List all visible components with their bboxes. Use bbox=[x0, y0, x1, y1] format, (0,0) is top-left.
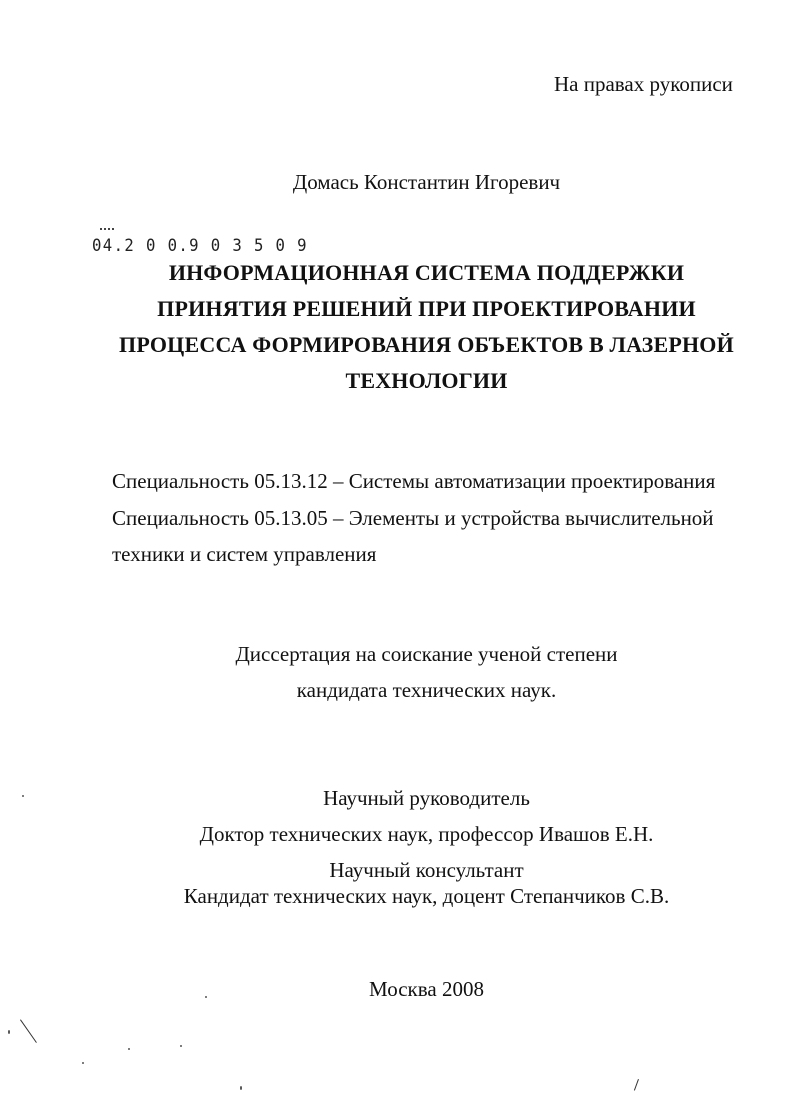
rights-note: На правах рукописи bbox=[554, 72, 733, 96]
city-year: Москва 2008 bbox=[369, 977, 484, 1001]
consultant-name: Кандидат технических наук, доцент Степанчиков С.В. bbox=[183, 884, 670, 908]
scan-speck bbox=[22, 795, 24, 797]
title-line-3: ПРОЦЕССА ФОРМИРОВАНИЯ ОБЪЕКТОВ В ЛАЗЕРНОЙ bbox=[119, 332, 734, 357]
dissertation-line-1: Диссертация на соискание ученой степени bbox=[235, 642, 618, 666]
title-line-1: ИНФОРМАЦИОННАЯ СИСТЕМА ПОДДЕРЖКИ bbox=[168, 260, 685, 285]
scan-speck bbox=[205, 996, 207, 998]
scan-speck bbox=[82, 1062, 84, 1064]
scan-speck bbox=[128, 1048, 130, 1050]
stamp-mark bbox=[100, 228, 114, 230]
title-line-2: ПРИНЯТИЯ РЕШЕНИЙ ПРИ ПРОЕКТИРОВАНИИ bbox=[157, 296, 696, 321]
dissertation-line-2: кандидата технических наук. bbox=[296, 678, 557, 702]
supervisor-title: Научный руководитель bbox=[323, 786, 530, 810]
consultant-title: Научный консультант bbox=[329, 858, 524, 882]
registration-stamp: 04.2 0 0.9 0 3 5 0 9 bbox=[92, 236, 308, 256]
author-name: Домась Константин Игоревич bbox=[292, 170, 561, 194]
scan-scratch bbox=[20, 1019, 37, 1043]
title-line-4: ТЕХНОЛОГИИ bbox=[345, 368, 508, 393]
specialty-2: Специальность 05.13.05 – Элементы и устройства вычислительной bbox=[112, 506, 714, 530]
specialty-2-continued: техники и систем управления bbox=[112, 542, 377, 566]
specialty-1: Специальность 05.13.12 – Системы автоматизации проектирования bbox=[112, 469, 716, 493]
scan-speck bbox=[8, 1030, 10, 1034]
scan-speck bbox=[240, 1086, 242, 1090]
scan-scratch bbox=[634, 1079, 639, 1091]
scan-speck bbox=[180, 1045, 182, 1047]
supervisor-name: Доктор технических наук, профессор Ивашов Е.Н. bbox=[199, 822, 654, 846]
